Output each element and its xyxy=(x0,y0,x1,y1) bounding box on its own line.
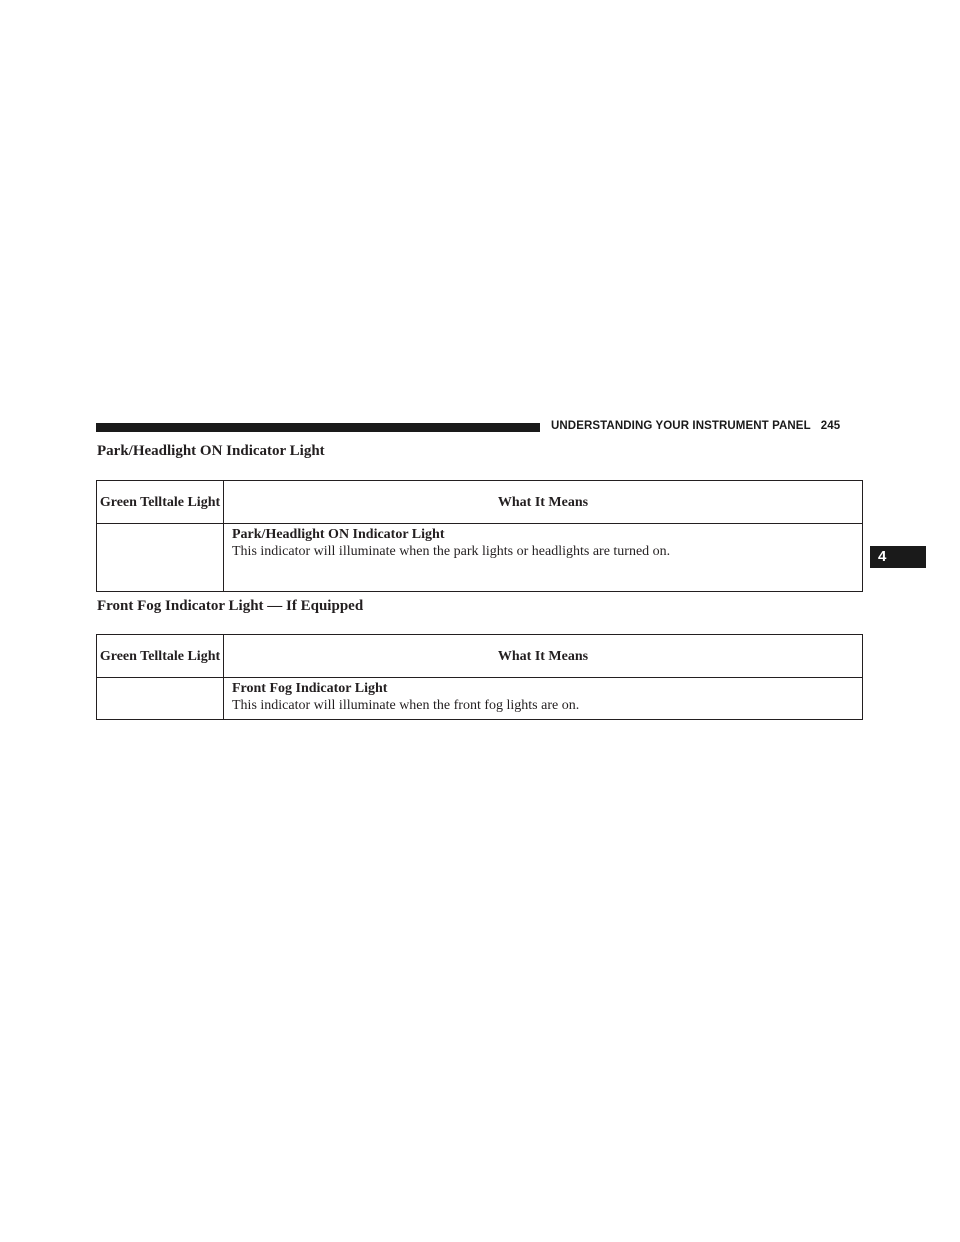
indicator-description: This indicator will illuminate when the park lights or headlights are turned on. xyxy=(232,544,671,559)
telltale-table-front-fog xyxy=(96,634,863,720)
column-header-light: Green Telltale Light xyxy=(97,481,224,524)
indicator-name: Park/Headlight ON Indicator Light xyxy=(232,527,445,542)
running-title: UNDERSTANDING YOUR INSTRUMENT PANEL xyxy=(551,420,811,432)
header-rule xyxy=(96,423,540,432)
table-header-row xyxy=(97,481,863,524)
chapter-tab: 4 xyxy=(870,546,926,568)
telltale-table-park-headlight xyxy=(96,480,863,592)
section-title-park-headlight: Park/Headlight ON Indicator Light xyxy=(97,443,325,459)
section-title-front-fog: Front Fog Indicator Light — If Equipped xyxy=(97,598,364,614)
table-header-row xyxy=(97,635,863,678)
telltale-icon-cell xyxy=(97,524,224,592)
meaning-cell xyxy=(224,678,863,720)
indicator-name: Front Fog Indicator Light xyxy=(232,681,388,696)
column-header-meaning: What It Means xyxy=(224,635,863,678)
table-row xyxy=(97,678,863,720)
table-row xyxy=(97,524,863,592)
telltale-icon-cell xyxy=(97,678,224,720)
column-header-light: Green Telltale Light xyxy=(97,635,224,678)
running-header xyxy=(551,420,840,432)
page-number: 245 xyxy=(820,420,841,432)
indicator-description: This indicator will illuminate when the front fog lights are on. xyxy=(232,698,580,713)
meaning-cell xyxy=(224,524,863,592)
column-header-meaning: What It Means xyxy=(224,481,863,524)
